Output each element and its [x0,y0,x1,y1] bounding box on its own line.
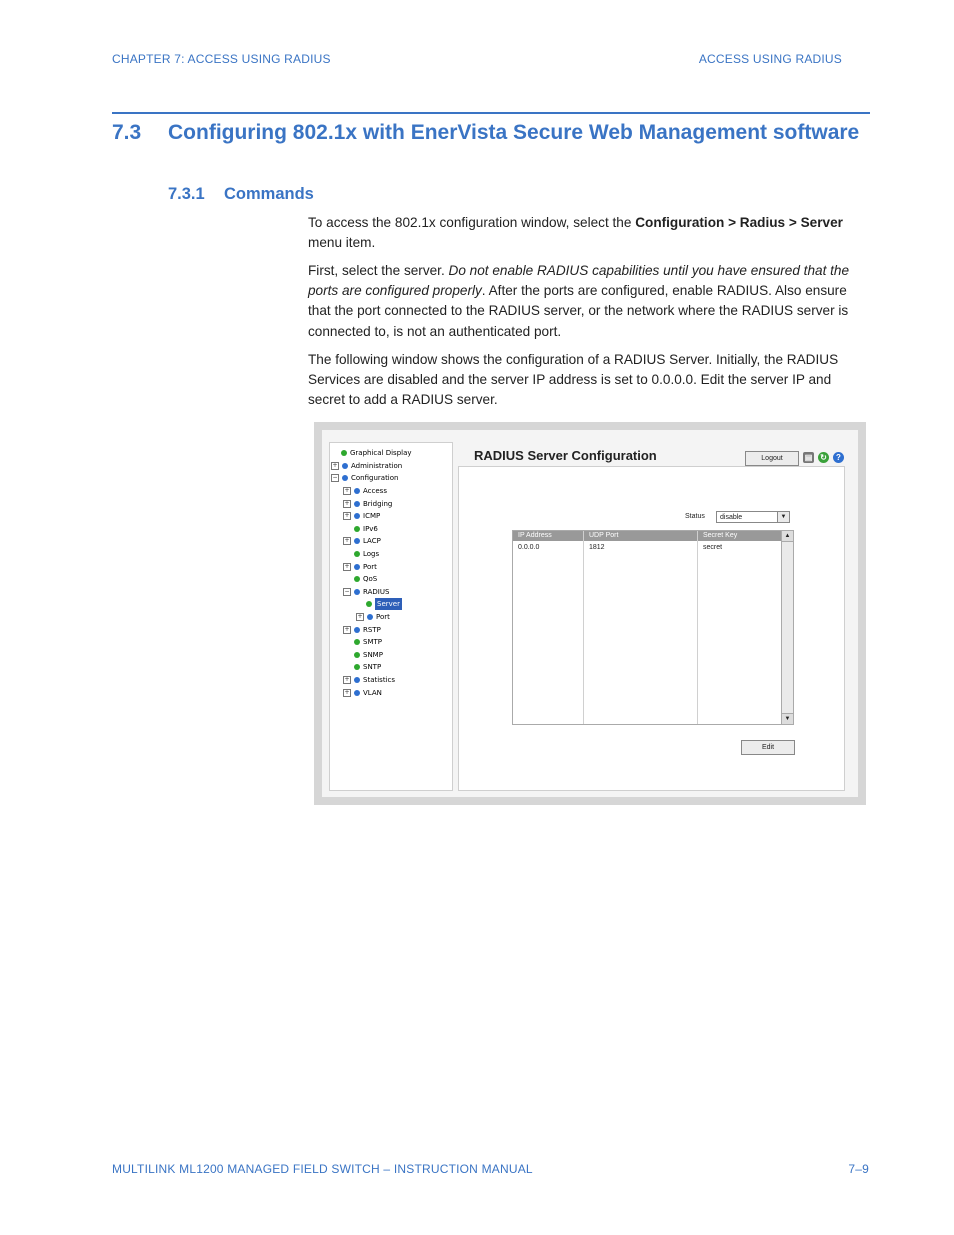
expand-icon[interactable]: + [344,512,350,519]
navigation-tree [329,442,453,791]
tree-label: Access [363,487,387,495]
folder-icon [354,501,360,507]
tree-item-vlan[interactable] [343,687,382,699]
status-dropdown[interactable] [716,511,790,523]
column-header-secret-key[interactable]: Secret Key [698,531,782,541]
tree-label: Administration [351,462,403,470]
folder-icon [354,627,360,633]
folder-icon [354,690,360,696]
header-rule [112,112,870,114]
subsection-heading [168,185,314,204]
tree-label: SNMP [363,651,383,659]
tree-item-snmp[interactable] [354,649,383,661]
folder-icon [354,589,360,595]
tree-label: Port [363,563,377,571]
logout-button[interactable]: Logout [745,451,799,466]
cell-udp-port[interactable]: 1812 [589,544,605,551]
go-icon [354,639,360,645]
tree-label: Port [376,613,390,621]
footer-manual-title: MULTILINK ML1200 MANAGED FIELD SWITCH – INSTRUCTION MANUAL [112,1162,533,1176]
section-title: Configuring 802.1x with EnerVista Secure Web Management software [168,121,860,144]
folder-icon [354,538,360,544]
scroll-down-icon[interactable]: ▼ [782,713,793,724]
tree-item-rstp[interactable] [343,624,381,636]
tree-item-lacp[interactable] [343,535,381,547]
folder-icon [342,475,348,481]
expand-icon[interactable]: + [344,500,350,507]
section-number: 7.3 [112,121,142,144]
paragraph-access [308,213,864,253]
tree-item-configuration[interactable] [331,472,398,484]
radius-screenshot-figure [314,422,866,805]
running-header-section: ACCESS USING RADIUS [698,52,842,66]
column-header-udp-port[interactable]: UDP Port [584,531,697,541]
tree-item-smtp[interactable] [354,636,382,648]
section-heading [112,121,859,145]
tree-item-ipv6[interactable] [354,523,378,535]
scroll-up-icon[interactable]: ▲ [782,531,793,542]
warning-text: Do not enable RADIUS capabilities until you have ensured that the ports are configured properly [308,263,850,299]
go-icon [354,664,360,670]
tree-label: SNTP [363,663,382,671]
go-icon [366,601,372,607]
paragraph-server [308,261,864,342]
tree-item-radius-server[interactable] [366,598,402,610]
tree-item-qos[interactable] [354,573,377,585]
tree-label: Logs [363,550,380,558]
paragraph-text: To access the 802.1x configuration window, select the [308,215,636,230]
print-icon[interactable]: ▤ [804,453,813,462]
tree-label: IPv6 [363,525,378,533]
tree-item-administration[interactable] [331,460,402,472]
tree-label: Configuration [351,474,399,482]
subsection-title: Commands [224,185,314,203]
expand-icon[interactable]: + [344,689,350,696]
tree-item-statistics[interactable] [343,674,395,686]
collapse-icon[interactable]: − [344,588,350,595]
go-icon [354,576,360,582]
status-value: disable [720,514,743,521]
expand-icon[interactable]: + [332,462,338,469]
tree-item-sntp[interactable] [354,661,381,673]
web-ui-window [322,430,858,797]
tree-label: Server [377,600,400,608]
expand-icon[interactable]: + [344,487,350,494]
tree-label: Graphical Display [350,449,412,457]
tree-label: Bridging [363,500,393,508]
menu-path: Configuration > Radius > Server [635,215,843,230]
cell-secret-key[interactable]: secret [703,544,723,551]
tree-item-port[interactable] [343,561,377,573]
content-panel [458,466,845,791]
tree-item-logs[interactable] [354,548,379,560]
window-title: RADIUS Server Configuration [474,448,657,463]
table-scrollbar[interactable] [781,531,793,724]
collapse-icon[interactable]: − [332,474,338,481]
running-header-chapter: CHAPTER 7: ACCESS USING RADIUS [112,52,331,66]
status-label: Status [685,513,705,520]
folder-icon [354,677,360,683]
go-icon [354,551,360,557]
folder-icon [354,564,360,570]
paragraph-text: First, select the server. [308,263,449,278]
tree-label: SMTP [363,638,382,646]
chevron-down-icon[interactable]: ▼ [777,512,789,522]
paragraph-window: The following window shows the configuration of a RADIUS Server. Initially, the RADIUS Services are disabled and the server IP address is set to 0.0.0.0. Edit the server IP and secret to add a RADIUS server. [308,352,839,408]
tree-label: RADIUS [363,588,390,596]
go-icon [341,450,347,456]
paragraph-text: . After the ports are configured, enable RADIUS. Also ensure that the port connected to the RADIUS server, or the network where the RADIUS server is connected to, is not an authenticated port. [308,283,849,339]
tree-item-graphical-display[interactable] [341,447,412,459]
expand-icon[interactable]: + [344,626,350,633]
tree-label: RSTP [363,626,381,634]
refresh-icon[interactable]: ↻ [818,452,829,463]
tree-item-bridging[interactable] [343,498,392,510]
help-icon[interactable]: ? [833,452,844,463]
tree-item-icmp[interactable] [343,510,380,522]
expand-icon[interactable]: + [344,676,350,683]
column-header-ip[interactable]: IP Address [513,531,583,541]
expand-icon[interactable]: + [357,613,363,620]
tree-item-radius-port[interactable] [356,611,390,623]
cell-ip-address[interactable]: 0.0.0.0 [518,544,540,551]
tree-item-radius[interactable] [343,586,389,598]
edit-button[interactable]: Edit [741,740,795,755]
tree-label: VLAN [363,689,382,697]
folder-icon [342,463,348,469]
tree-label: LACP [363,537,381,545]
column-divider [697,531,698,724]
tree-label: ICMP [363,512,381,520]
radius-server-table [512,530,794,725]
expand-icon[interactable]: + [344,537,350,544]
expand-icon[interactable]: + [344,563,350,570]
footer-page-number: 7–9 [848,1162,869,1176]
go-icon [354,652,360,658]
go-icon [354,526,360,532]
column-divider [583,531,584,724]
paragraph-text: menu item. [308,235,376,251]
tree-item-access[interactable] [343,485,387,497]
folder-icon [354,488,360,494]
tree-label: QoS [363,575,378,583]
folder-icon [367,614,373,620]
subsection-number: 7.3.1 [168,185,205,203]
folder-icon [354,513,360,519]
tree-label: Statistics [363,676,395,684]
